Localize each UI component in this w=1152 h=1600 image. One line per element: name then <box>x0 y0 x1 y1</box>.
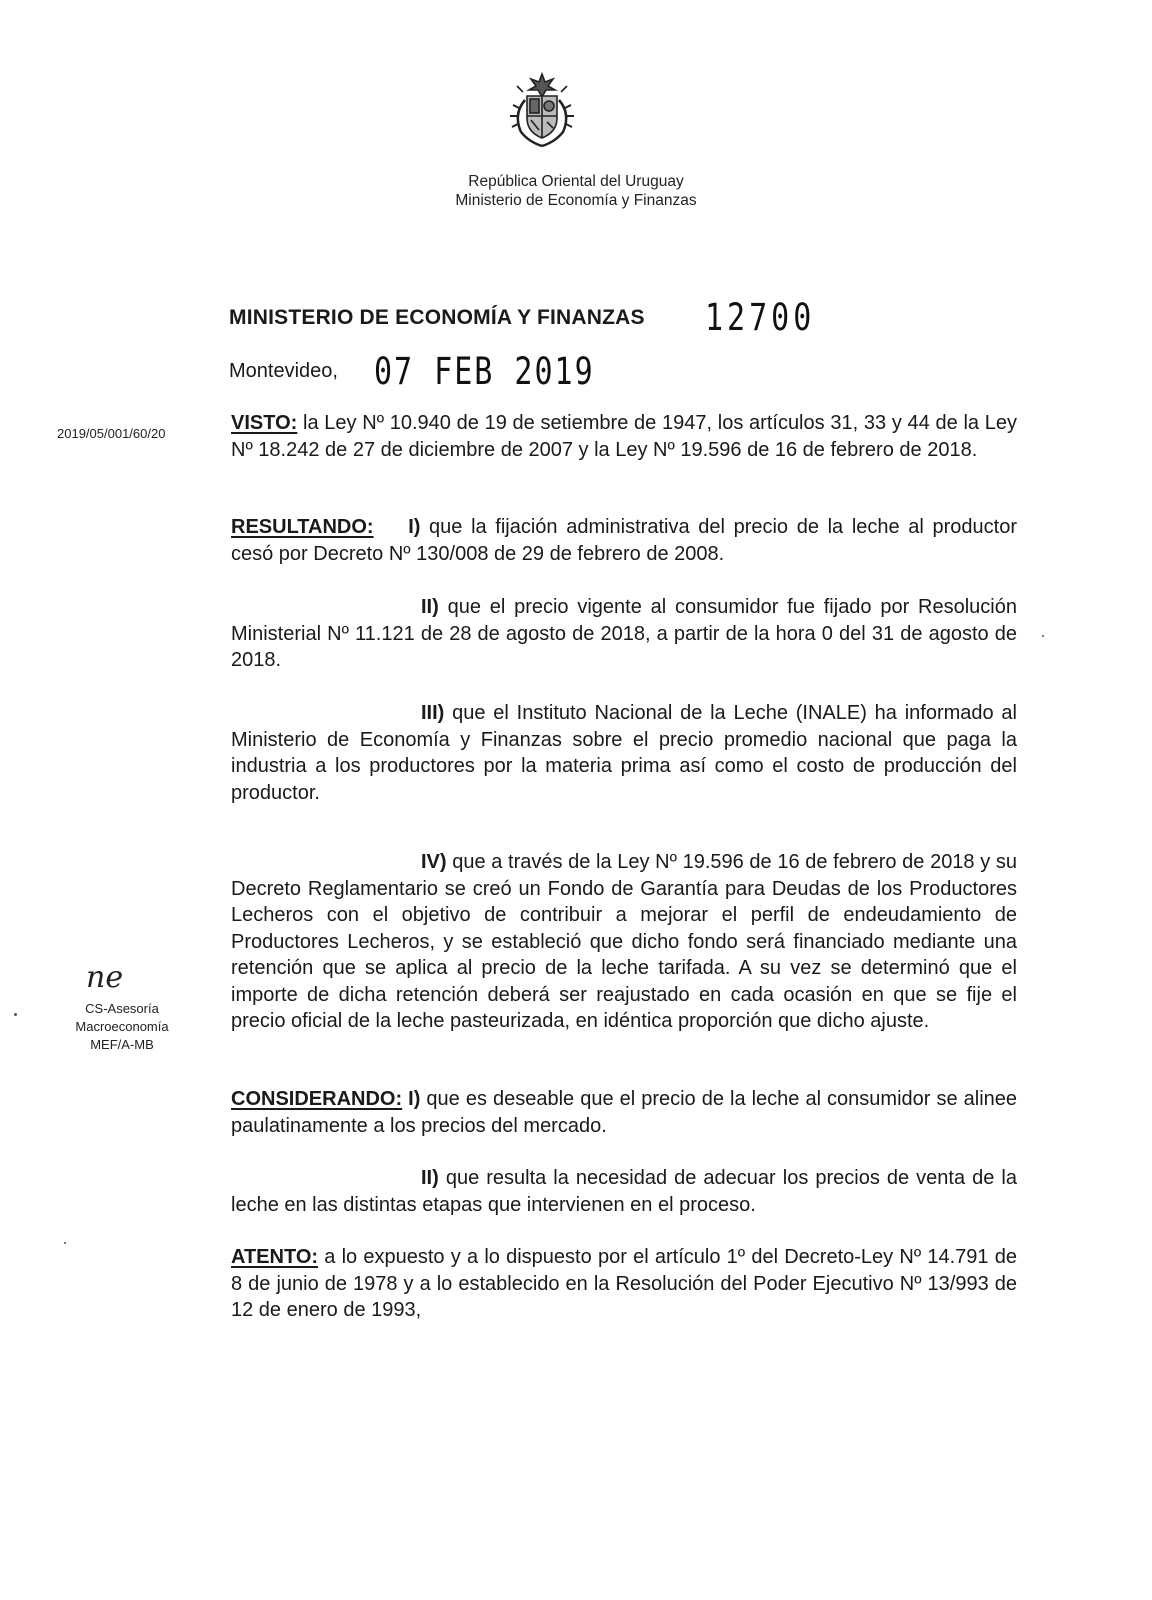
number-stamp: 12700 <box>705 296 816 340</box>
resultando-number-2: II) <box>421 596 439 618</box>
atento-text: a lo expuesto y a lo dispuesto por el artículo 1º del Decreto-Ley Nº 14.791 de 8 de junio de 1978 y a lo establecido en la Resolución del Poder Ejecutivo Nº 13/993 de 12 de enero de 1993, <box>231 1246 1017 1321</box>
handwritten-initials: ne <box>86 960 124 995</box>
resultando-text-4: que a través de la Ley Nº 19.596 de 16 de febrero de 2018 y su Decreto Reglamentario se creó un Fondo de Garantía para Deudas de los Productores Lecheros con el objetivo de contribuir a mejorar el perfil de endeudamiento de Productores Lecheros, y se estableció que dicho fondo será financiado mediante una retención que se aplica al precio de la leche tarifada. A su vez se determinó que el importe de dicha retención deberá ser reajustado en cada ocasión en que se fije el precio oficial de la leche pasteurizada, en idéntica proporción que dicho ajuste. <box>231 851 1017 1032</box>
resultando-number-4: IV) <box>421 851 447 873</box>
resultando-text-3: que el Instituto Nacional de la Leche (INALE) ha informado al Ministerio de Economía y Finanzas sobre el precio promedio nacional que paga la industria a los productores por la materia prima así como el costo de producción del productor. <box>231 702 1017 804</box>
header-country: República Oriental del Uruguay <box>468 173 684 190</box>
considerando-paragraph-2 <box>231 1165 1017 1218</box>
resultando-paragraph-1 <box>231 514 1017 567</box>
visto-label: VISTO: <box>231 412 298 434</box>
resultando-number-3: III) <box>421 702 445 724</box>
coat-of-arms-emblem <box>505 70 579 150</box>
margin-dot <box>14 1013 17 1016</box>
considerando-paragraph-1 <box>231 1086 1017 1139</box>
date-stamp: 07 FEB 2019 <box>374 350 595 394</box>
resultando-paragraph-4 <box>231 849 1017 1035</box>
considerando-number-2: II) <box>421 1167 439 1189</box>
resultando-paragraph-2 <box>231 594 1017 674</box>
visto-text: la Ley Nº 10.940 de 19 de setiembre de 1947, los artículos 31, 33 y 44 de la Ley Nº 18.242 de 27 de diciembre de 2007 y la Ley Nº 19.596 de 16 de febrero de 2018. <box>231 412 1017 461</box>
considerando-label: CONSIDERANDO: <box>231 1088 403 1110</box>
resultando-paragraph-3 <box>231 700 1017 806</box>
document-title: MINISTERIO DE ECONOMÍA Y FINANZAS <box>229 306 645 329</box>
considerando-text-2: que resulta la necesidad de adecuar los precios de venta de la leche en las distintas etapas que intervienen en el proceso. <box>231 1167 1017 1216</box>
office-line-1: CS-Asesoría <box>85 1001 159 1016</box>
scan-speck <box>1042 635 1044 637</box>
atento-label: ATENTO: <box>231 1246 319 1268</box>
resultando-text-1: que la fijación administrativa del precio de la leche al productor cesó por Decreto Nº 130/008 de 29 de febrero de 2008. <box>231 516 1017 565</box>
header-ministry: Ministerio de Economía y Finanzas <box>455 192 697 209</box>
visto-paragraph <box>231 410 1017 463</box>
considerando-number-1: I) <box>408 1088 421 1110</box>
resultando-text-2: que el precio vigente al consumidor fue fijado por Resolución Ministerial Nº 11.121 de 28 de agosto de 2018, a partir de la hora 0 del 31 de agosto de 2018. <box>231 596 1017 671</box>
office-line-2: Macroeconomía <box>75 1019 169 1034</box>
office-line-3: MEF/A-MB <box>90 1037 154 1052</box>
scan-speck <box>64 1242 66 1244</box>
considerando-text-1: que es deseable que el precio de la leche al consumidor se alinee paulatinamente a los precios del mercado. <box>231 1088 1018 1137</box>
atento-paragraph <box>231 1244 1017 1324</box>
resultando-label: RESULTANDO: <box>231 516 374 538</box>
resultando-number-1: I) <box>408 516 421 538</box>
city-label: Montevideo, <box>229 360 338 382</box>
file-reference: 2019/05/001/60/20 <box>57 426 166 441</box>
